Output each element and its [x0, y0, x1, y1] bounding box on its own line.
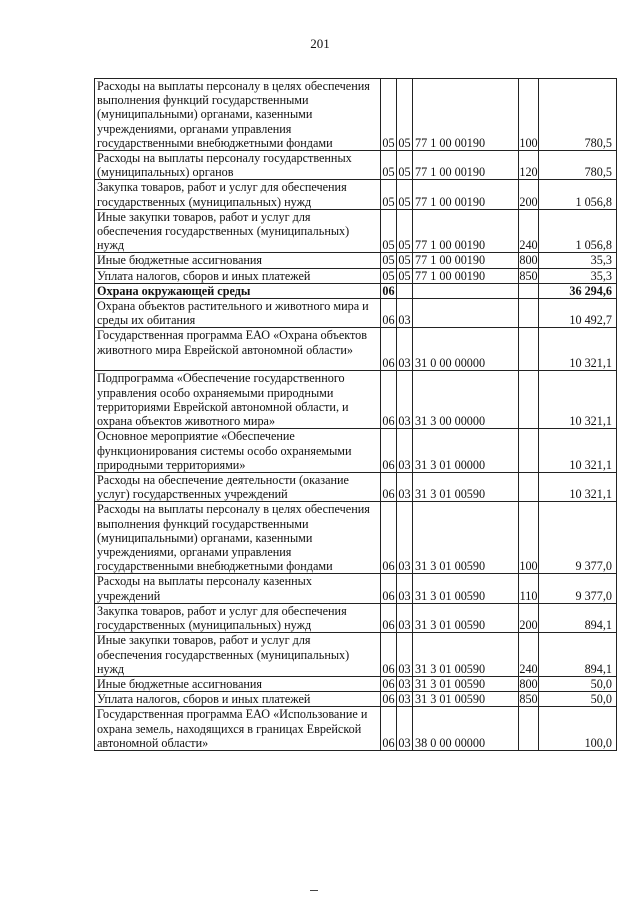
row-section-code: 06 — [381, 603, 397, 632]
row-expense-type — [519, 429, 539, 473]
row-expense-type — [519, 371, 539, 429]
table-row — [95, 253, 617, 268]
table-row — [95, 676, 617, 691]
row-subsection-code: 03 — [397, 502, 413, 574]
row-expense-type: 850 — [519, 268, 538, 283]
row-target-article: 31 3 01 00590 — [413, 692, 519, 707]
row-subsection-code: 05 — [397, 151, 413, 180]
row-name: Государственная программа ЕАО «Охрана объектов животного мира Еврейской автономной области» — [95, 328, 381, 371]
row-subsection-code: 03 — [398, 692, 411, 707]
row-target-article: 31 3 01 00590 — [413, 574, 519, 603]
row-expense-type: 100 — [519, 79, 539, 151]
row-subsection-code: 05 — [398, 268, 411, 283]
row-amount: 1 056,8 — [539, 180, 617, 209]
row-expense-type — [519, 707, 539, 751]
row-name: Подпрограмма «Обеспечение государственного управления особо охраняемыми природными территориями Еврейской автономной области, и охрана объектов животного мира» — [95, 371, 381, 429]
row-section-code: 06 — [381, 502, 397, 574]
row-subsection-code: 03 — [397, 299, 413, 328]
row-subsection-code: 03 — [397, 473, 413, 502]
row-expense-type — [519, 283, 539, 298]
row-subsection-code: 03 — [398, 676, 411, 691]
budget-table-body — [95, 79, 617, 751]
row-section-code: 06 — [381, 429, 397, 473]
row-section-code: 06 — [382, 676, 395, 691]
row-amount: 894,1 — [539, 603, 617, 632]
row-name: Государственная программа ЕАО «Использование и охрана земель, находящихся в границах Еврейской автономной области» — [95, 707, 381, 751]
row-amount: 9 377,0 — [539, 574, 617, 603]
row-section-code: 06 — [381, 371, 397, 429]
row-name: Закупка товаров, работ и услуг для обеспечения государственных (муниципальных) нужд — [95, 180, 381, 209]
row-section-code: 06 — [381, 299, 397, 328]
row-amount: 9 377,0 — [539, 502, 617, 574]
row-section-code: 06 — [381, 328, 397, 371]
row-subsection-code: 05 — [397, 180, 413, 209]
row-target-article: 31 0 00 00000 — [413, 328, 519, 371]
row-target-article: 31 3 01 00590 — [413, 603, 519, 632]
row-section-code: 06 — [381, 633, 397, 677]
table-row — [95, 502, 617, 574]
table-row — [95, 209, 617, 253]
row-target-article: 31 3 01 00000 — [413, 429, 519, 473]
row-amount: 10 321,1 — [539, 371, 617, 429]
table-row — [95, 79, 617, 151]
row-expense-type: 120 — [519, 151, 539, 180]
row-name: Иные бюджетные ассигнования — [95, 253, 381, 268]
row-subsection-code: 03 — [397, 603, 413, 632]
row-section-code: 05 — [381, 79, 397, 151]
row-amount: 100,0 — [539, 707, 617, 751]
row-amount: 35,3 — [539, 253, 617, 268]
row-target-article — [413, 283, 519, 298]
budget-table — [94, 78, 617, 751]
row-expense-type: 100 — [519, 502, 539, 574]
row-expense-type: 800 — [519, 676, 538, 691]
row-amount: 50,0 — [539, 676, 617, 691]
row-name: Основное мероприятие «Обеспечение функционирования системы особо охраняемыми природными территориями» — [95, 429, 381, 473]
table-row — [95, 299, 617, 328]
row-expense-type — [519, 328, 539, 371]
row-subsection-code: 03 — [397, 633, 413, 677]
row-subsection-code: 03 — [397, 429, 413, 473]
row-section-code: 05 — [381, 180, 397, 209]
row-section-code: 05 — [382, 268, 395, 283]
row-target-article: 77 1 00 00190 — [413, 268, 519, 283]
row-name: Расходы на выплаты персоналу в целях обеспечения выполнения функций государственными (муниципальными) органами, казенными учреждениями, органами управления государственными внебюджетными фондами — [95, 502, 381, 574]
row-name: Расходы на обеспечение деятельности (оказание услуг) государственных учреждений — [95, 473, 381, 502]
table-row — [95, 151, 617, 180]
row-section-code: 05 — [381, 151, 397, 180]
row-subsection-code: 03 — [397, 371, 413, 429]
row-subsection-code: 03 — [397, 707, 413, 751]
table-row — [95, 429, 617, 473]
row-name: Охрана объектов растительного и животного мира и среды их обитания — [95, 299, 381, 328]
row-section-code: 06 — [381, 473, 397, 502]
table-row — [95, 692, 617, 707]
row-amount: 50,0 — [539, 692, 617, 707]
row-target-article: 38 0 00 00000 — [413, 707, 519, 751]
row-expense-type: 110 — [519, 574, 539, 603]
row-target-article: 77 1 00 00190 — [413, 209, 519, 253]
row-expense-type: 240 — [519, 633, 539, 677]
row-name: Уплата налогов, сборов и иных платежей — [95, 692, 381, 707]
table-row — [95, 574, 617, 603]
row-subsection-code: 03 — [397, 328, 413, 371]
row-expense-type: 200 — [519, 603, 539, 632]
table-row — [95, 473, 617, 502]
row-name: Расходы на выплаты персоналу казенных учреждений — [95, 574, 381, 603]
row-name: Иные закупки товаров, работ и услуг для обеспечения государственных (муниципальных) нужд — [95, 209, 381, 253]
row-target-article: 31 3 01 00590 — [413, 473, 519, 502]
row-amount: 1 056,8 — [539, 209, 617, 253]
row-name: Охрана окружающей среды — [95, 283, 381, 298]
row-section-code: 05 — [381, 209, 397, 253]
row-target-article: 31 3 00 00000 — [413, 371, 519, 429]
row-amount: 10 321,1 — [539, 429, 617, 473]
table-row — [95, 371, 617, 429]
row-amount: 780,5 — [539, 151, 617, 180]
row-target-article — [413, 299, 519, 328]
row-name: Иные закупки товаров, работ и услуг для обеспечения государственных (муниципальных) нужд — [95, 633, 381, 677]
row-name: Иные бюджетные ассигнования — [95, 676, 381, 691]
row-amount: 35,3 — [539, 268, 617, 283]
row-amount: 10 321,1 — [539, 328, 617, 371]
row-subsection-code: 05 — [397, 79, 413, 151]
row-amount: 894,1 — [539, 633, 617, 677]
row-expense-type: 850 — [519, 692, 538, 707]
row-section-code: 06 — [382, 283, 395, 298]
row-expense-type: 200 — [519, 180, 539, 209]
row-target-article: 31 3 01 00590 — [413, 676, 519, 691]
row-target-article: 77 1 00 00190 — [413, 180, 519, 209]
row-expense-type — [519, 473, 539, 502]
table-row — [95, 283, 617, 298]
row-target-article: 77 1 00 00190 — [413, 151, 519, 180]
row-target-article: 77 1 00 00190 — [413, 79, 519, 151]
row-target-article: 31 3 01 00590 — [413, 633, 519, 677]
table-row — [95, 180, 617, 209]
row-name: Расходы на выплаты персоналу в целях обеспечения выполнения функций государственными (муниципальными) органами, казенными учреждениями, органами управления государственными внебюджетными фондами — [95, 79, 381, 151]
row-amount: 10 492,7 — [539, 299, 617, 328]
table-row — [95, 633, 617, 677]
row-expense-type — [519, 299, 539, 328]
row-subsection-code: 03 — [397, 574, 413, 603]
table-row — [95, 603, 617, 632]
table-row — [95, 268, 617, 283]
row-subsection-code: 05 — [398, 253, 411, 268]
footer-mark — [310, 890, 318, 891]
row-section-code: 05 — [382, 253, 395, 268]
table-row — [95, 328, 617, 371]
page-number: 201 — [310, 36, 330, 51]
row-expense-type: 240 — [519, 209, 539, 253]
row-target-article: 77 1 00 00190 — [413, 253, 519, 268]
table-row — [95, 707, 617, 751]
row-amount: 780,5 — [539, 79, 617, 151]
row-name: Расходы на выплаты персоналу государственных (муниципальных) органов — [95, 151, 381, 180]
row-name: Закупка товаров, работ и услуг для обеспечения государственных (муниципальных) нужд — [95, 603, 381, 632]
row-section-code: 06 — [381, 707, 397, 751]
row-section-code: 06 — [382, 692, 395, 707]
row-target-article: 31 3 01 00590 — [413, 502, 519, 574]
row-subsection-code — [397, 283, 413, 298]
row-expense-type: 800 — [519, 253, 538, 268]
row-name: Уплата налогов, сборов и иных платежей — [95, 268, 381, 283]
row-amount: 36 294,6 — [539, 283, 617, 298]
row-section-code: 06 — [381, 574, 397, 603]
row-amount: 10 321,1 — [539, 473, 617, 502]
row-subsection-code: 05 — [397, 209, 413, 253]
